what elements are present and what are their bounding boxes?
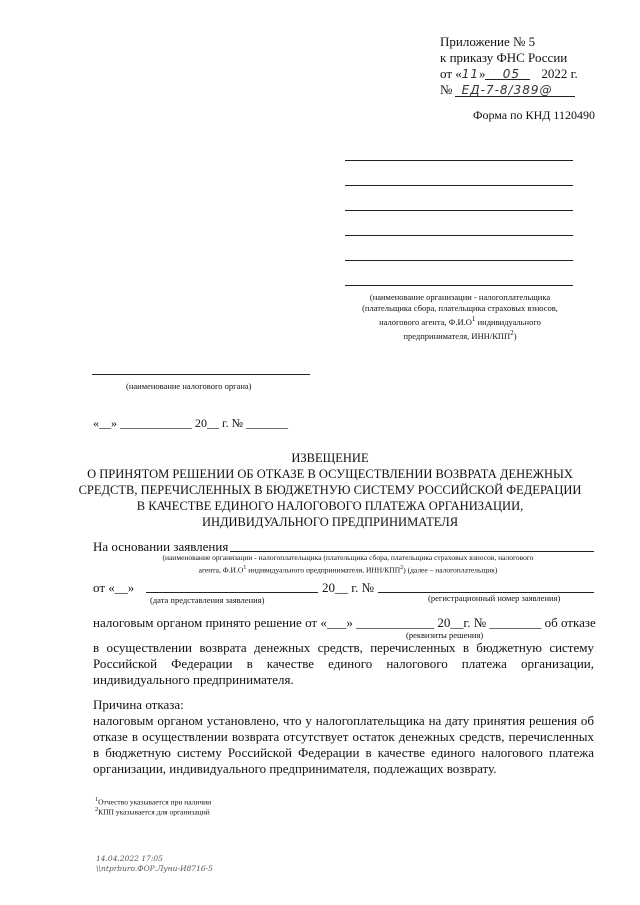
appendix-label: Приложение № 5 (440, 34, 536, 49)
recipient-line-3 (345, 210, 573, 211)
handwritten-month: 05 (502, 67, 521, 81)
decision-line: налоговым органом принято решение от «___» ____________ 20__г. № ________ об отказе (93, 615, 596, 630)
recipient-line-4 (345, 235, 573, 236)
refusal-paragraph: в осуществлении возврата денежных средств, перечисленных в бюджетную систему Российской Федерации в качестве единого налогового платежа организации, индивидуального предпринимателя. (93, 640, 594, 687)
from-caption-number: (регистрационный номер заявления) (428, 593, 561, 603)
footnote-1: $^1$Отчество указывается при наличии (95, 796, 212, 807)
tax-authority-date-line: «__» ____________ 20__ г. № _______ (93, 416, 289, 430)
basis-line (230, 551, 594, 552)
basis-caption: (наименование организации - налогоплательщика (плательщика сбора, плательщика страховых взносов, налогового агента, $Ф.И.О^1$ индивидуального предпринимателя, ИНН/КПП$^2$) (далее – налогоплательщик) (162, 553, 534, 575)
from-date-label: от «__» (93, 580, 135, 595)
reason-label: Причина отказа: (93, 697, 184, 712)
decision-caption: (реквизиты решения) (406, 630, 484, 640)
handwritten-day: 11 (461, 67, 480, 81)
from-caption-date: (дата представления заявления) (150, 595, 265, 605)
tax-authority-caption: (наименование налогового органа) (126, 381, 252, 391)
document-title: ИЗВЕЩЕНИЕ О ПРИНЯТОМ РЕШЕНИИ ОБ ОТКАЗЕ В ОСУЩЕСТВЛЕНИИ ВОЗВРАТА ДЕНЕЖНЫХ СРЕДСТВ, ПЕРЕЧИСЛЕННЫХ В БЮДЖЕТНУЮ СИСТЕМУ РОССИЙСКОЙ ФЕДЕРАЦИИ В КАЧЕСТВЕ ЕДИНОГО НАЛОГОВОГО ПЛАТЕЖА ОРГАНИЗАЦИИ, ИНДИВИДУАЛЬНОГО ПРЕДПРИНИМАТЕЛЯ (78, 451, 582, 529)
order-date: от «11» 05 2022 г. (440, 66, 578, 81)
order-label: к приказу ФНС России (440, 50, 568, 65)
handwritten-number: ЕД-7-8/389@ (461, 83, 553, 97)
from-number-label: 20__ г. № (322, 580, 375, 595)
recipient-line-1 (345, 160, 573, 161)
recipient-line-6 (345, 285, 573, 286)
tax-authority-line (92, 374, 310, 375)
recipient-caption: (наименование организации - налогоплательщика (плательщика сбора, плательщика страховых взносов, налогового агента, $Ф.И.О^1$ индивидуального предпринимателя, ИНН/КПП$^2$) (362, 292, 558, 341)
footer-stamp-path: \\ntprburo.ФОР.Луни-И8716-5 (96, 864, 213, 873)
from-date-line (146, 592, 318, 593)
footer-stamp-date: 14.04.2022 17:05 (96, 854, 163, 863)
order-number: № ЕД-7-8/389@ (440, 82, 553, 97)
recipient-line-5 (345, 260, 573, 261)
recipient-line-2 (345, 185, 573, 186)
reason-text: налоговым органом установлено, что у налогоплательщика на дату принятия решения об отказе в осуществлении возврата отсутствует остаток денежных средств, перечисленных в бюджетную систему Российской Федерации в качестве единого налогового платежа организации, индивидуального предпринимателя, подлежащих возврату. (93, 713, 594, 776)
basis-label: На основании заявления (93, 539, 229, 554)
form-code: Форма по КНД 1120490 (473, 108, 595, 122)
footnote-2: $^2$КПП указывается для организаций (95, 806, 210, 817)
